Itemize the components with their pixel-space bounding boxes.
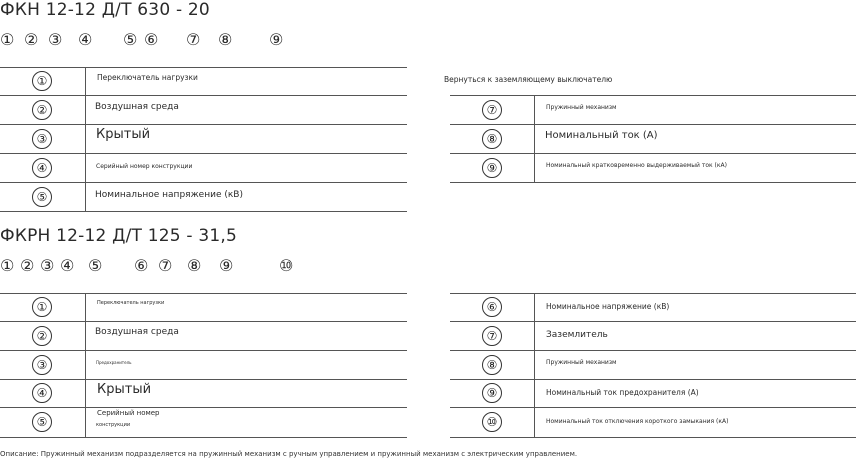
row-label-3: Предохранитель [96,360,132,365]
code-7: ⑦ [186,30,201,49]
table-rule [0,95,407,96]
code-9: ⑨ [269,30,284,49]
table-rule [450,153,856,154]
table-divider [534,293,535,437]
row-label-1: Переключатель нагрузки [97,300,165,306]
code-7: ⑦ [158,256,173,275]
row-number-6: ⑥ [482,297,502,317]
row-number-8: ⑧ [482,355,502,375]
table-rule [450,95,856,96]
table-rule [0,407,407,408]
code-10: ⑩ [279,256,294,275]
row-label-5: Серийный номер [97,409,160,417]
row-number-9: ⑨ [482,383,502,403]
row-label-7: Пружинный механизм [546,104,617,111]
table-rule [450,379,856,380]
table-rule [0,321,407,322]
row-number-5: ⑤ [32,412,52,432]
code-6: ⑥ [144,30,159,49]
code-1: ① [0,30,15,49]
table-divider [85,293,86,437]
section2-title: ФКРН 12-12 Д/Т 125 - 31,5 [0,226,237,246]
section2-code-legend [0,256,310,276]
row-number-4: ④ [32,383,52,403]
row-label-2: Воздушная среда [95,102,179,112]
code-4: ④ [78,30,93,49]
table-rule [0,67,407,68]
row-number-3: ③ [32,355,52,375]
row-number-10: ⑩ [482,412,502,432]
footnote: Описание: Пружинный механизм подразделяется на пружинный механизм с ручным управлением и пружинный механизм с электрическим управлением. [0,450,578,458]
code-6: ⑥ [134,256,149,275]
code-2: ② [24,30,39,49]
code-3: ③ [48,30,63,49]
table-rule [0,124,407,125]
code-5: ⑤ [88,256,103,275]
code-8: ⑧ [187,256,202,275]
code-1: ① [0,256,15,275]
row-number-1: ① [32,297,52,317]
table-rule [0,379,407,380]
row-number-4: ④ [32,158,52,178]
row-number-9: ⑨ [482,158,502,178]
table-rule [450,437,856,438]
code-9: ⑨ [219,256,234,275]
section1-title: ФКН 12-12 Д/Т 630 - 20 [0,0,210,20]
row-number-8: ⑧ [482,129,502,149]
table-rule [450,293,856,294]
table-rule [0,153,407,154]
code-3: ③ [40,256,55,275]
table-divider [85,67,86,211]
row-label-5: Номинальное напряжение (кВ) [95,190,243,200]
row-label-8: Пружинный механизм [546,359,617,366]
code-8: ⑧ [218,30,233,49]
row-label-1: Переключатель нагрузки [97,73,198,82]
table-rule [0,182,407,183]
row-number-2: ② [32,326,52,346]
row-label-9: Номинальный ток предохранителя (А) [546,388,699,397]
row-number-1: ① [32,71,52,91]
table-rule [450,350,856,351]
row-label-5-line2: конструкции [96,422,131,428]
section1-code-legend [0,30,300,50]
code-4: ④ [60,256,75,275]
table-rule [0,293,407,294]
table-rule [0,350,407,351]
table-rule [450,407,856,408]
row-label-3: Крытый [96,127,151,142]
row-label-10: Номинальный ток отключения короткого замыкания (кА) [546,418,729,425]
row-label-9: Номинальный кратковременно выдерживаемый ток (кА) [546,162,727,169]
table-rule [450,321,856,322]
table-divider [534,95,535,182]
table-rule [0,437,407,438]
row-number-3: ③ [32,129,52,149]
row-label-4: Крытый [97,382,152,397]
row-label-7: Заземлитель [546,330,608,340]
code-5: ⑤ [123,30,138,49]
row-label-4: Серийный номер конструкции [96,163,193,170]
row-label-6: Номинальное напряжение (кВ) [546,302,670,311]
table-rule [450,182,856,183]
row-number-7: ⑦ [482,100,502,120]
table-rule [450,124,856,125]
table-rule [0,211,407,212]
row-label-8: Номинальный ток (А) [545,130,658,141]
row-label-2: Воздушная среда [95,327,179,337]
grounding-switch-heading: Вернуться к заземляющему выключателю [444,75,613,84]
row-number-2: ② [32,100,52,120]
code-2: ② [20,256,35,275]
row-number-7: ⑦ [482,326,502,346]
row-number-5: ⑤ [32,187,52,207]
